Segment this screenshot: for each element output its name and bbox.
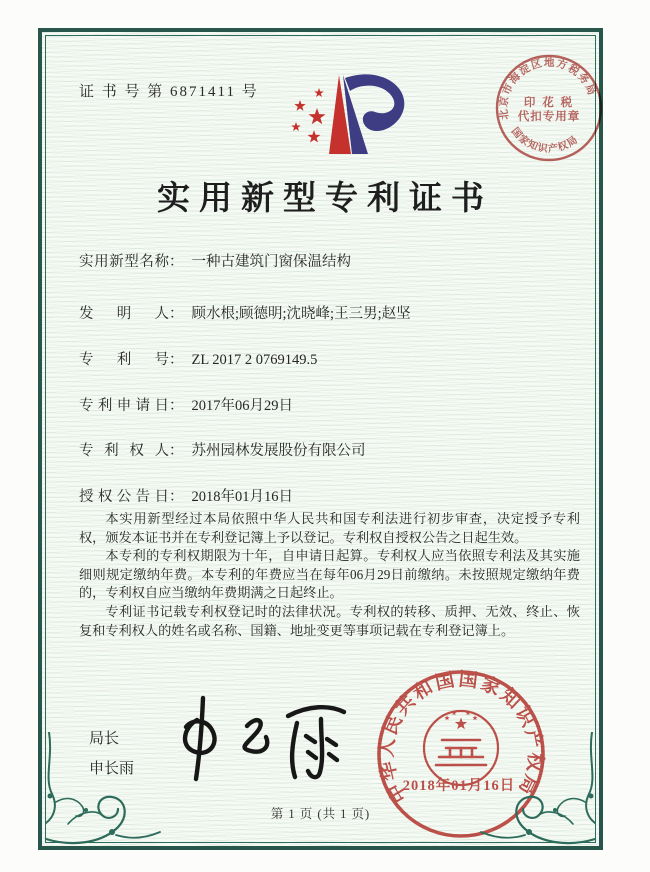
field-row-grant-date — [79, 485, 293, 506]
field-value: 一种古建筑门窗保温结构 — [191, 254, 351, 270]
field-row-inventors — [79, 302, 411, 323]
body-paragraph: 专利证书记载专利权登记时的法律状况。专利权的转移、质押、无效、终止、恢复和专利权人的姓名或名称、国籍、地址变更等事项记载在专利登记簿上。 — [79, 603, 580, 638]
field-colon: ： — [169, 489, 184, 505]
field-colon: ： — [169, 306, 184, 322]
field-value: 2018年01月16日 — [191, 489, 293, 505]
body-paragraphs — [79, 510, 580, 640]
field-row-patentee — [79, 439, 366, 460]
certificate-number: 证 书 号 第 6871411 号 — [79, 84, 259, 100]
tax-stamp-arc-bottom-text: 国家知识产权局 — [508, 125, 581, 156]
signature-handwriting-icon — [169, 692, 349, 787]
field-label: 专利申请日 — [79, 398, 169, 414]
director-title: 局长 — [89, 730, 120, 747]
field-label: 实用新型名称 — [79, 254, 169, 270]
logo-stars — [291, 88, 325, 143]
field-value: ZL 2017 2 0769149.5 — [191, 352, 318, 368]
corner-ornament-right-icon — [479, 732, 599, 846]
tax-stamp-arc-top-text: 北京市海淀区地方税务局 — [498, 57, 598, 121]
certificate-page — [38, 28, 603, 850]
field-label: 专利号 — [79, 352, 169, 368]
field-row-filing-date — [79, 394, 293, 415]
field-row-patent-no — [79, 348, 317, 369]
field-colon: ： — [169, 254, 184, 270]
field-colon: ： — [169, 398, 184, 414]
tax-stamp-seal-icon — [487, 48, 607, 168]
field-value: 顾水根;顾德明;沈晓峰;王三男;赵坚 — [191, 306, 411, 322]
field-label: 发明人 — [79, 306, 169, 322]
tax-stamp-center-line2: 代扣专用章 — [517, 111, 581, 123]
body-paragraph: 本实用新型经过本局依照中华人民共和国专利法进行初步审查，决定授予专利权，颁发本证书并在专利登记簿上予以登记。专利权自授权公告之日起生效。 — [79, 511, 580, 545]
page-footer: 第 1 页 (共 1 页) — [270, 807, 371, 821]
official-seal-ring-text: 中华人民共和国国家知识产权局 — [376, 669, 546, 806]
field-label: 专利权人 — [79, 443, 169, 459]
field-value: 2017年06月29日 — [191, 398, 293, 414]
director-name: 申长雨 — [89, 760, 135, 777]
field-value: 苏州园林发展股份有限公司 — [191, 443, 366, 459]
certificate-title: 实用新型专利证书 — [157, 181, 493, 217]
field-label: 授权公告日 — [79, 489, 169, 505]
corner-ornament-left-icon — [42, 732, 162, 846]
field-colon: ： — [169, 443, 184, 459]
tax-stamp-center-line1: 印 花 税 — [523, 97, 575, 109]
field-row-name — [79, 250, 351, 271]
body-paragraph: 本专利的专利权期限为十年，自申请日起算。专利权人应当依照专利法及其实施细则规定缴纳年费。本专利的年费应当在每年06月29日前缴纳。未按照规定缴纳年费的，专利权自应当缴纳年费期满之日起终止。 — [79, 548, 580, 601]
cnipa-logo-icon — [267, 72, 417, 157]
field-colon: ： — [169, 352, 184, 368]
seal-date: 2018年01月16日 — [402, 778, 516, 794]
